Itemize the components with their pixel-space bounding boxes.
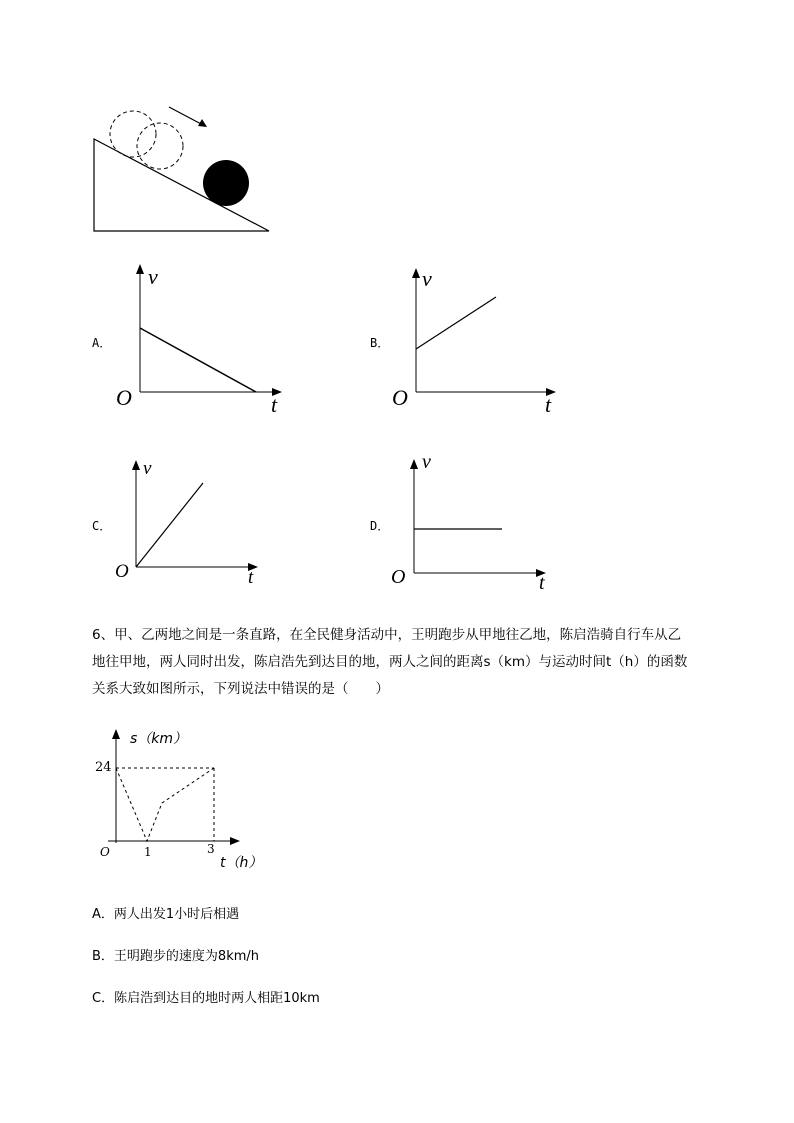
option-a-label: A． bbox=[92, 336, 112, 350]
question-6-line-1: 6、甲、乙两地之间是一条直路，在全民健身活动中，王明跑步从甲地往乙地，陈启浩骑自行车从乙 bbox=[92, 627, 682, 643]
option-d-label: D． bbox=[370, 519, 390, 533]
dashed-ball-2 bbox=[137, 123, 183, 169]
option-a-origin: O bbox=[116, 385, 132, 410]
st-distance-curve bbox=[116, 768, 214, 841]
option-c-v: v bbox=[143, 458, 152, 479]
option-a-v: v bbox=[148, 264, 158, 289]
option-b-origin: O bbox=[392, 385, 408, 410]
option-d-t: t bbox=[539, 572, 545, 594]
answer-b: B．王明跑步的速度为8km/h bbox=[92, 949, 260, 964]
option-b-t: t bbox=[545, 392, 552, 417]
st-x-tick-3: 3 bbox=[207, 842, 215, 856]
option-d-v: v bbox=[422, 451, 431, 473]
st-ylabel: s（km） bbox=[130, 731, 188, 747]
option-c-line bbox=[136, 483, 203, 567]
question-6-line-2: 地往甲地，两人同时出发，陈启浩先到达目的地，两人之间的距离s（km）与运动时间t（h）的函数 bbox=[92, 654, 688, 670]
option-a-graph bbox=[110, 262, 290, 417]
option-d-origin: O bbox=[391, 566, 406, 588]
direction-arrow-icon bbox=[169, 107, 207, 127]
option-c-t: t bbox=[248, 567, 254, 588]
option-a-line bbox=[140, 328, 256, 392]
answer-a: A．两人出发1小时后相遇 bbox=[92, 907, 240, 922]
st-y-tick-24: 24 bbox=[95, 760, 112, 775]
option-b-line bbox=[416, 297, 496, 349]
answer-c: C．陈启浩到达目的地时两人相距10km bbox=[92, 991, 320, 1006]
option-b-label: B． bbox=[370, 336, 390, 350]
option-c-label: C． bbox=[92, 519, 112, 533]
option-a-t: t bbox=[271, 392, 278, 417]
st-x-tick-1: 1 bbox=[144, 845, 152, 859]
option-d-graph bbox=[384, 455, 564, 585]
question-6 bbox=[92, 622, 752, 703]
option-b-v: v bbox=[422, 266, 432, 291]
question-6-line-3: 关系大致如图所示，下列说法中错误的是（ ） bbox=[92, 681, 389, 697]
st-origin: O bbox=[100, 845, 110, 859]
st-xlabel: t（h） bbox=[220, 855, 263, 871]
option-c-graph bbox=[106, 456, 266, 586]
solid-ball bbox=[203, 160, 249, 206]
incline-figure bbox=[0, 0, 794, 260]
option-c-origin: O bbox=[115, 561, 129, 582]
option-b-graph bbox=[386, 264, 566, 419]
dashed-ball-1 bbox=[110, 111, 156, 157]
